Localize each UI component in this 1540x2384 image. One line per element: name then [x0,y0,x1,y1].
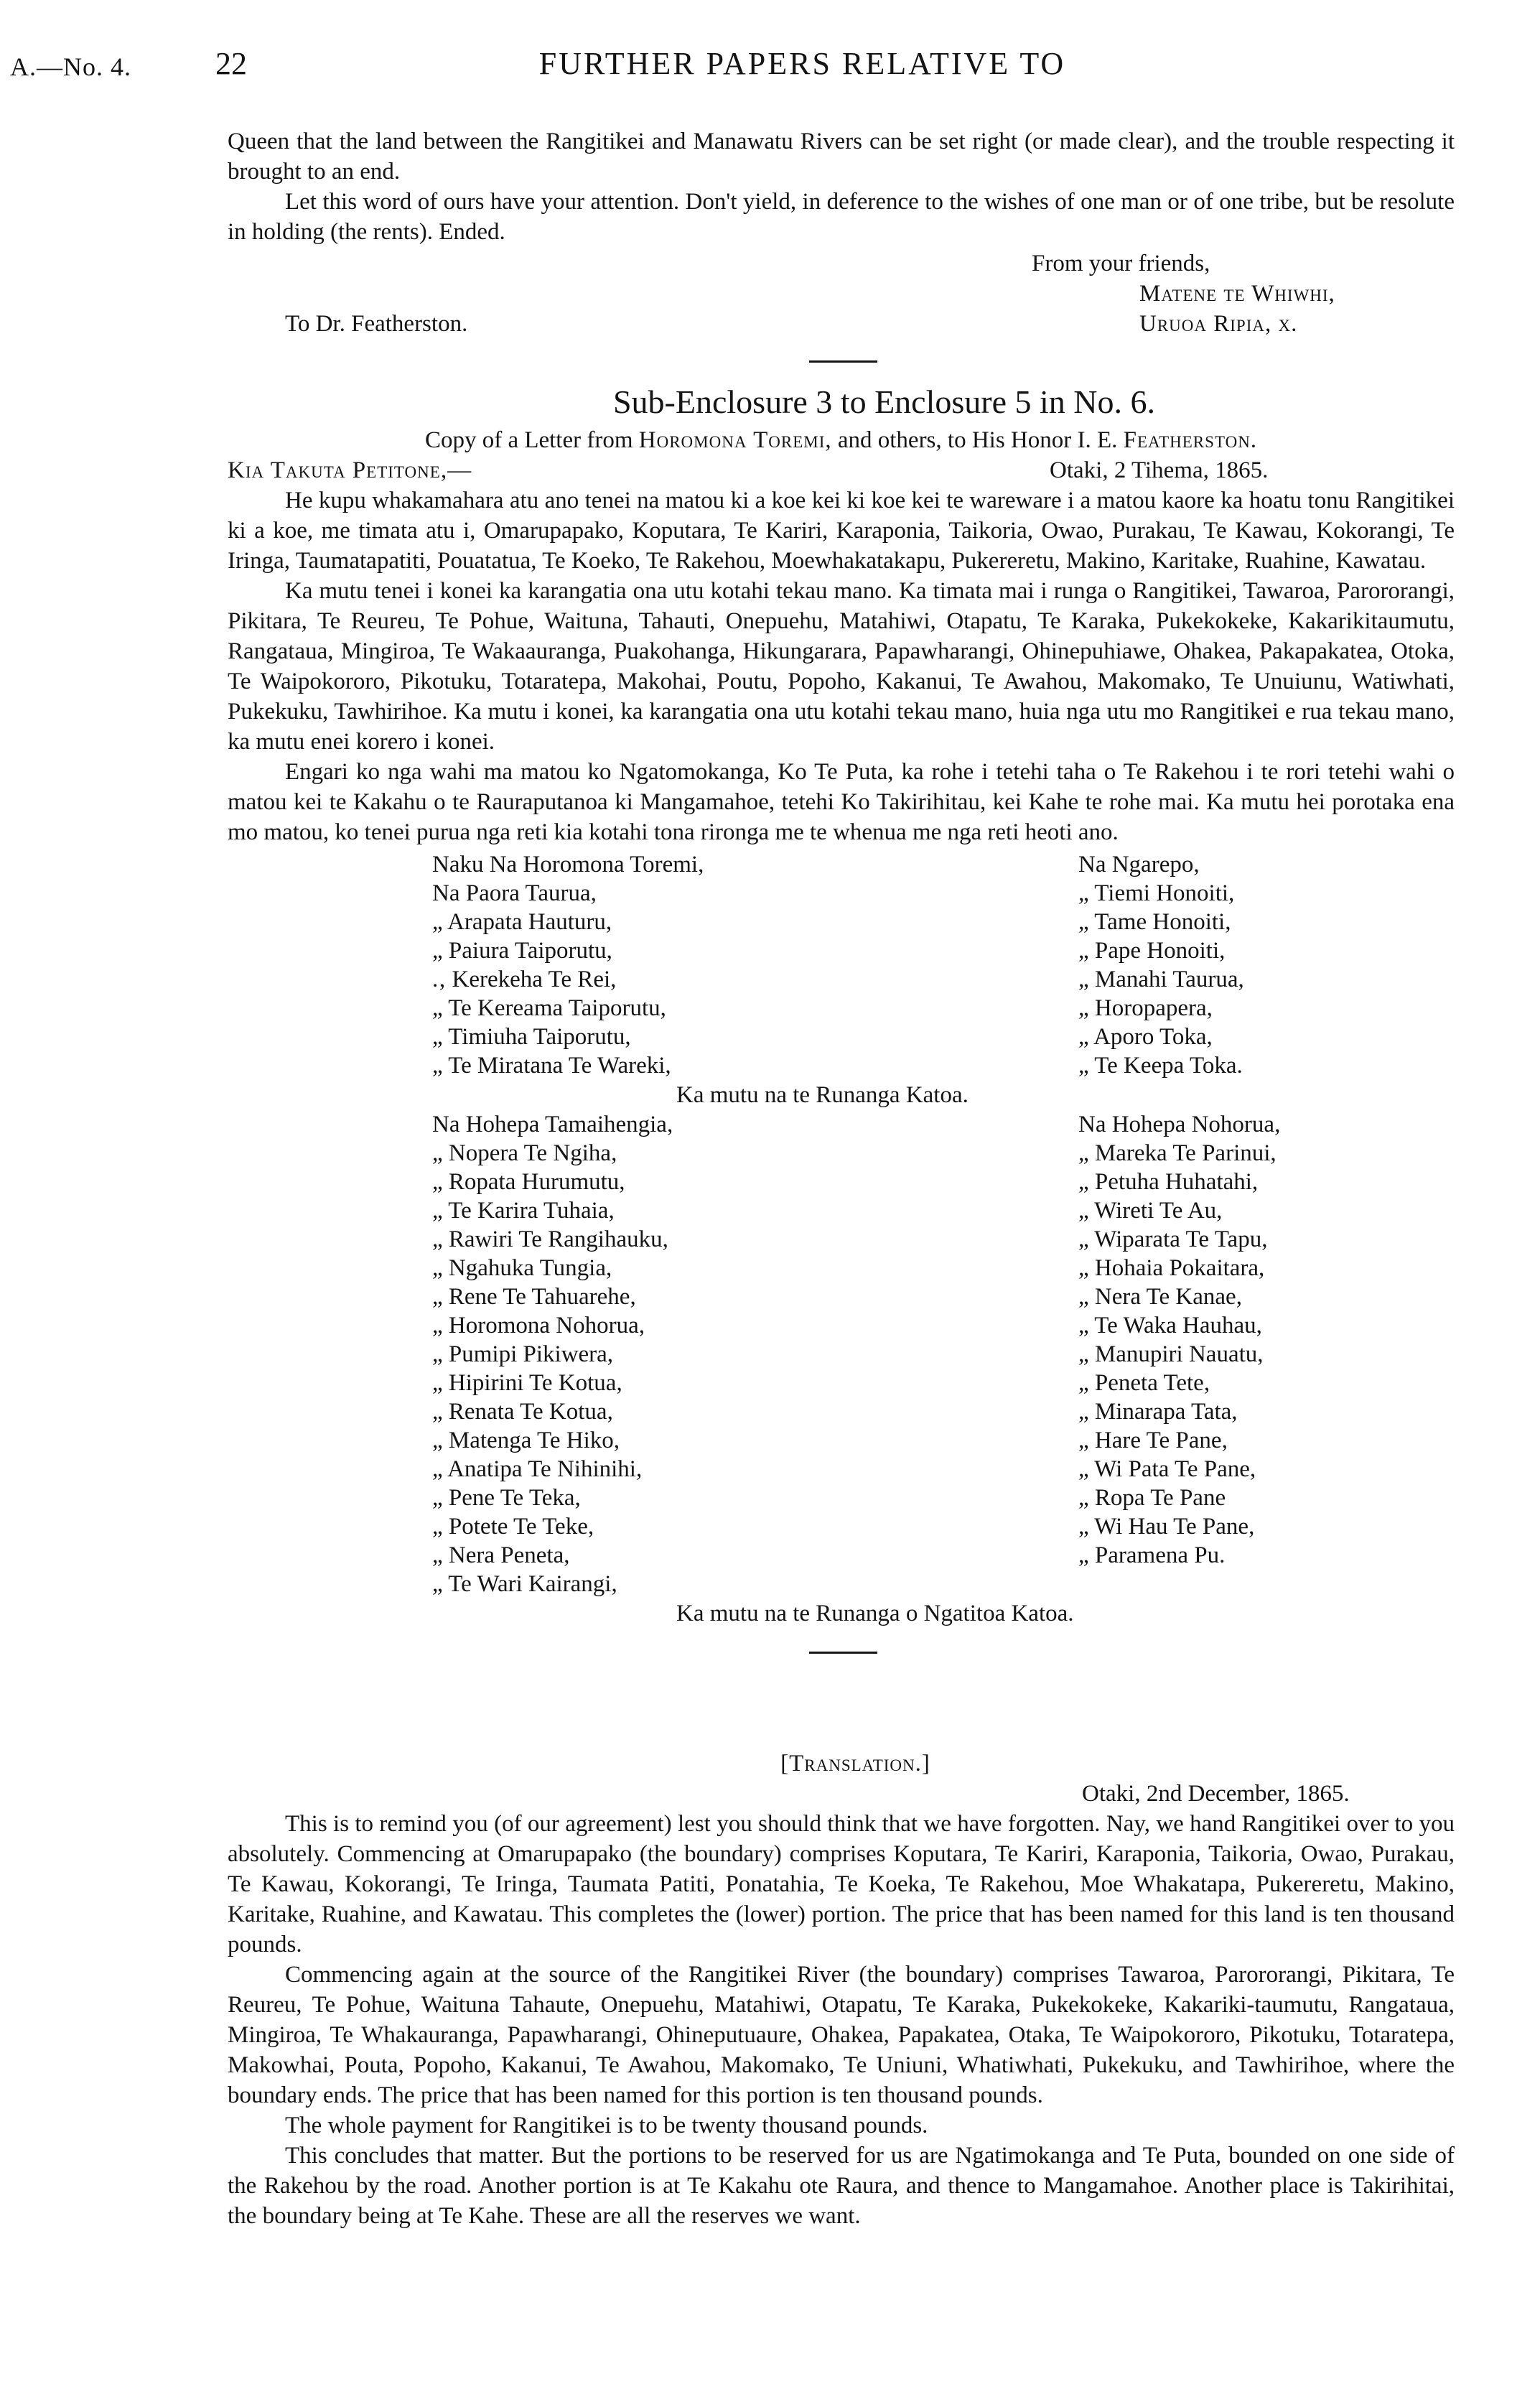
subenclosure-heading: Sub-Enclosure 3 to Enclosure 5 in No. 6. [612,383,1156,420]
signatory-left-name: „ Te Karira Tuhaia, [432,1198,615,1224]
signer-2: Uruoa Ripia, x. [1139,311,1298,337]
letter-place-date: Otaki, 2 Tihema, 1865. [1050,457,1269,483]
maori-paragraph-1: He kupu whakamahara atu ano tenei na matou ki a koe kei ki koe kei te wareware i a matou kaore ka hoatu tonu Rangitikei ki a koe, me timata atu i, Omarupapako, Koputara, Te Kariri, Karaponia, Taikoria, Owao, Purakau, Te Kawau, Kokorangi, Te Iringa, Taumatapatiti, Pouatatua, Te Koeko, Te Rakehou, Moewhakatakapu, Pukereretu, Makino, Karitake, Ruahine, Kawatau. [228,488,1455,574]
section-divider [809,360,877,363]
signatory-left-name: „ Pene Te Teka, [432,1485,581,1511]
addressee: To Dr. Featherston. [285,311,468,337]
signatory-right-name: „ Wi Pata Te Pane, [1078,1456,1256,1482]
signatory-left-name: „ Te Wari Kairangi, [432,1571,617,1597]
intro-paragraph-2: Let this word of ours have your attention. Don't yield, in deference to the wishes of one man or of one tribe, but be resolute in holding (the rents). Ended. [228,189,1455,245]
signatory-right-name: „ Nera Te Kanae, [1078,1284,1242,1310]
signatory-left-name: „ Matenga Te Hiko, [432,1428,620,1453]
running-title: FURTHER PAPERS RELATIVE TO [538,46,1066,81]
runanga-closing-2: Ka mutu na te Runanga o Ngatitoa Katoa. [676,1601,1074,1626]
signatory-left-name: „ Hipirini Te Kotua, [432,1370,622,1396]
signatory-right-name: „ Hohaia Pokaitara, [1078,1255,1265,1281]
signatories-list-2 [432,1110,1455,1598]
subenclosure-section [228,382,1455,1654]
signatory-left-name: „ Arapata Hauturu, [432,909,612,935]
valediction: From your friends, [1032,251,1210,276]
signatory-right-name [1078,1570,1540,1598]
translation-label: [Translation.] [780,1751,930,1777]
translation-paragraph-2: Commencing again at the source of the Rangitikei River (the boundary) comprises Tawaroa, Parororangi, Pikitara, Te Reureu, Te Pohue, Waituna Tahaute, Onepuehu, Matahiwi, Otapatu, Te Karaka, Pukekokeke, Kakariki-taumutu, Rangataua, Mingiroa, Te Whakauranga, Papawharangi, Ohineputuaure, Ohakea, Papakatea, Otaka, Te Waipokororo, Pikotuku, Totaratepa, Makowhai, Pouta, Popoho, Kakanui, Te Awahou, Makomako, Te Uniuni, Whatiwhati, Pukekuku, and Tawhirihoe, where the boundary ends. The price that has been named for this portion is ten thousand pounds. [228,1962,1455,2108]
signatory-left-name: Na Hohepa Tamaihengia, [432,1112,673,1137]
runanga-closing-1: Ka mutu na te Runanga Katoa. [676,1082,969,1108]
maori-paragraph-3: Engari ko nga wahi ma matou ko Ngatomokanga, Ko Te Puta, ka rohe i tetehi taha o Te Rakehou i te rori tetehi wahi o matou kei te Kakahu o te Rauraputanoa ki Mangamahoe, tetehi Ko Takirihitau, kei Kahe te rohe mai. Ka mutu hei porotaka ena mo matou, ko tenei purua nga reti kia kotahi tona rironga me te whenua me nga reti heoti ano. [228,759,1455,845]
translation-place-date: Otaki, 2nd December, 1865. [1082,1781,1350,1807]
signatory-left-name: „ Pumipi Pikiwera, [432,1341,614,1367]
signatory-left-name: „ Paiura Taiporutu, [432,938,612,964]
signatory-left-name: „ Potete Te Teke, [432,1514,594,1540]
signatory-left-name: „ Ngahuka Tungia, [432,1255,612,1281]
signatories-block-1 [432,850,1455,1110]
signatory-right-name: „ Tame Honoiti, [1078,909,1231,935]
section-divider-2 [809,1652,877,1654]
copy-line-prefix: Copy of a Letter from [424,427,633,453]
running-header [0,46,1540,95]
signatories-block-2 [432,1110,1455,1629]
copy-line-recipient: Featherston. [1123,427,1258,453]
intro-section [228,126,1455,363]
signatory-right-name: „ Tiemi Honoiti, [1078,880,1235,906]
signatory-left-name: „ Ropata Hurumutu, [432,1169,625,1195]
signatory-right-name: „ Wireti Te Au, [1078,1198,1223,1224]
signatory-left-name: „ Horomona Nohorua, [432,1313,645,1338]
signatory-left-name: „ Anatipa Te Nihinihi, [432,1456,643,1482]
signatory-right-name: „ Peneta Tete, [1078,1370,1210,1396]
signatory-left-name: „ Rene Te Tahuarehe, [432,1284,636,1310]
signatory-right-name: „ Minarapa Tata, [1078,1399,1238,1425]
signatory-right-name: „ Mareka Te Parinui, [1078,1140,1277,1166]
signatory-left-name: Naku Na Horomona Toremi, [432,852,704,877]
signatory-left-name: .‚ Kerekeha Te Rei, [432,967,617,992]
signatory-left-name: „ Renata Te Kotua, [432,1399,613,1425]
signatory-right-name: Na Ngarepo, [1078,852,1200,877]
signatory-right-name: „ Horopapera, [1078,995,1213,1021]
signatory-left-name: „ Te Kereama Taiporutu, [432,995,666,1021]
signatory-right-name: „ Hare Te Pane, [1078,1428,1228,1453]
copy-line-sender: Horomona Toremi, [638,427,832,453]
signatory-left-name: „ Rawiri Te Rangihauku, [432,1226,668,1252]
translation-section [228,1749,1455,2231]
signatory-right-name: „ Ropa Te Pane [1078,1485,1226,1511]
signatories-list-1 [432,850,1455,1080]
signatory-left-name: „ Timiuha Taiporutu, [432,1024,631,1050]
signatory-left-name: „ Nopera Te Ngiha, [432,1140,617,1166]
signatory-right-name: „ Aporo Toka, [1078,1024,1213,1050]
salutation: Kia Takuta Petitone,— [228,457,472,483]
signatory-right-name: „ Te Waka Hauhau, [1078,1313,1262,1338]
signatory-right-name: „ Wi Hau Te Pane, [1078,1514,1255,1540]
translation-paragraph-1: This is to remind you (of our agreement) lest you should think that we have forgotten. Nay, we hand Rangitikei over to you absolutely. Commencing at Omarupapako (the boundary) comprises Koputara, Te Kariri, Karaponia, Taikoria, Owao, Purakau, Te Kawau, Kokorangi, Te Iringa, Taumata Patiti, Ponatahia, Te Koeka, Te Rakehou, Moe Whakatapa, Pukereretu, Makino, Karitake, Ruahine, and Kawatau. This completes the (lower) portion. The price that has been named for this land is ten thousand pounds. [228,1811,1455,1957]
signer-1: Matene te Whiwhi, [1139,281,1335,307]
signatory-right-name: Na Hohepa Nohorua, [1078,1112,1281,1137]
intro-paragraph-1: Queen that the land between the Rangitikei and Manawatu Rivers can be set right (or made clear), and the trouble respecting it brought to an end. [228,129,1455,185]
copy-line [228,425,1455,455]
copy-line-middle: and others, to His Honor I. E. [837,427,1118,453]
signatory-left-name: „ Te Miratana Te Wareki, [432,1053,671,1079]
signatory-right-name: „ Petuha Huhatahi, [1078,1169,1259,1195]
signatory-left-name: Na Paora Taurua, [432,880,597,906]
translation-paragraph-4: This concludes that matter. But the portions to be reserved for us are Ngatimokanga and Te Puta, bounded on one side of the Rakehou by the road. Another portion is at Te Kakahu ote Raura, and thence to Mangamahoe. Another place is Takirihitai, the boundary being at Te Kahe. These are all the reserves we want. [228,2143,1455,2229]
signatory-right-name: „ Wiparata Te Tapu, [1078,1226,1268,1252]
signatory-left-name: „ Nera Peneta, [432,1542,570,1568]
signatory-right-name: „ Te Keepa Toka. [1078,1053,1243,1079]
signatory-right-name: „ Paramena Pu. [1078,1542,1226,1568]
signatory-right-name: „ Pape Honoiti, [1078,938,1226,964]
document-reference: A.—No. 4. [10,52,131,81]
signatory-right-name: „ Manahi Taurua, [1078,967,1244,992]
signatory-right-name: „ Manupiri Nauatu, [1078,1341,1264,1367]
maori-paragraph-2: Ka mutu tenei i konei ka karangatia ona utu kotahi tekau mano. Ka timata mai i runga o Rangitikei, Tawaroa, Parororangi, Pikitara, Te Reureu, Te Pohue, Waituna, Tahauti, Onepuehu, Matahiwi, Otapatu, Te Karaka, Pukekokeke, Kakarikitaumutu, Rangataua, Mingiroa, Te Wakaauranga, Puakohanga, Hikungarara, Papawharangi, Ohinepuhiawe, Ohakea, Pakapakatea, Otoka, Te Waipokororo, Pikotuku, Totaratepa, Makohai, Poutu, Popoho, Kakanui, Te Awahou, Makomako, Te Unuiunu, Watiwhati, Pukekuku, Tawhirihoe. Ka mutu i konei, ka karangatia ona utu kotahi tekau mano, huia nga utu mo Rangitikei e rua tekau mano, ka mutu enei korero i konei. [228,578,1455,755]
translation-paragraph-3: The whole payment for Rangitikei is to be twenty thousand pounds. [285,2113,928,2138]
page-number: 22 [215,46,247,81]
